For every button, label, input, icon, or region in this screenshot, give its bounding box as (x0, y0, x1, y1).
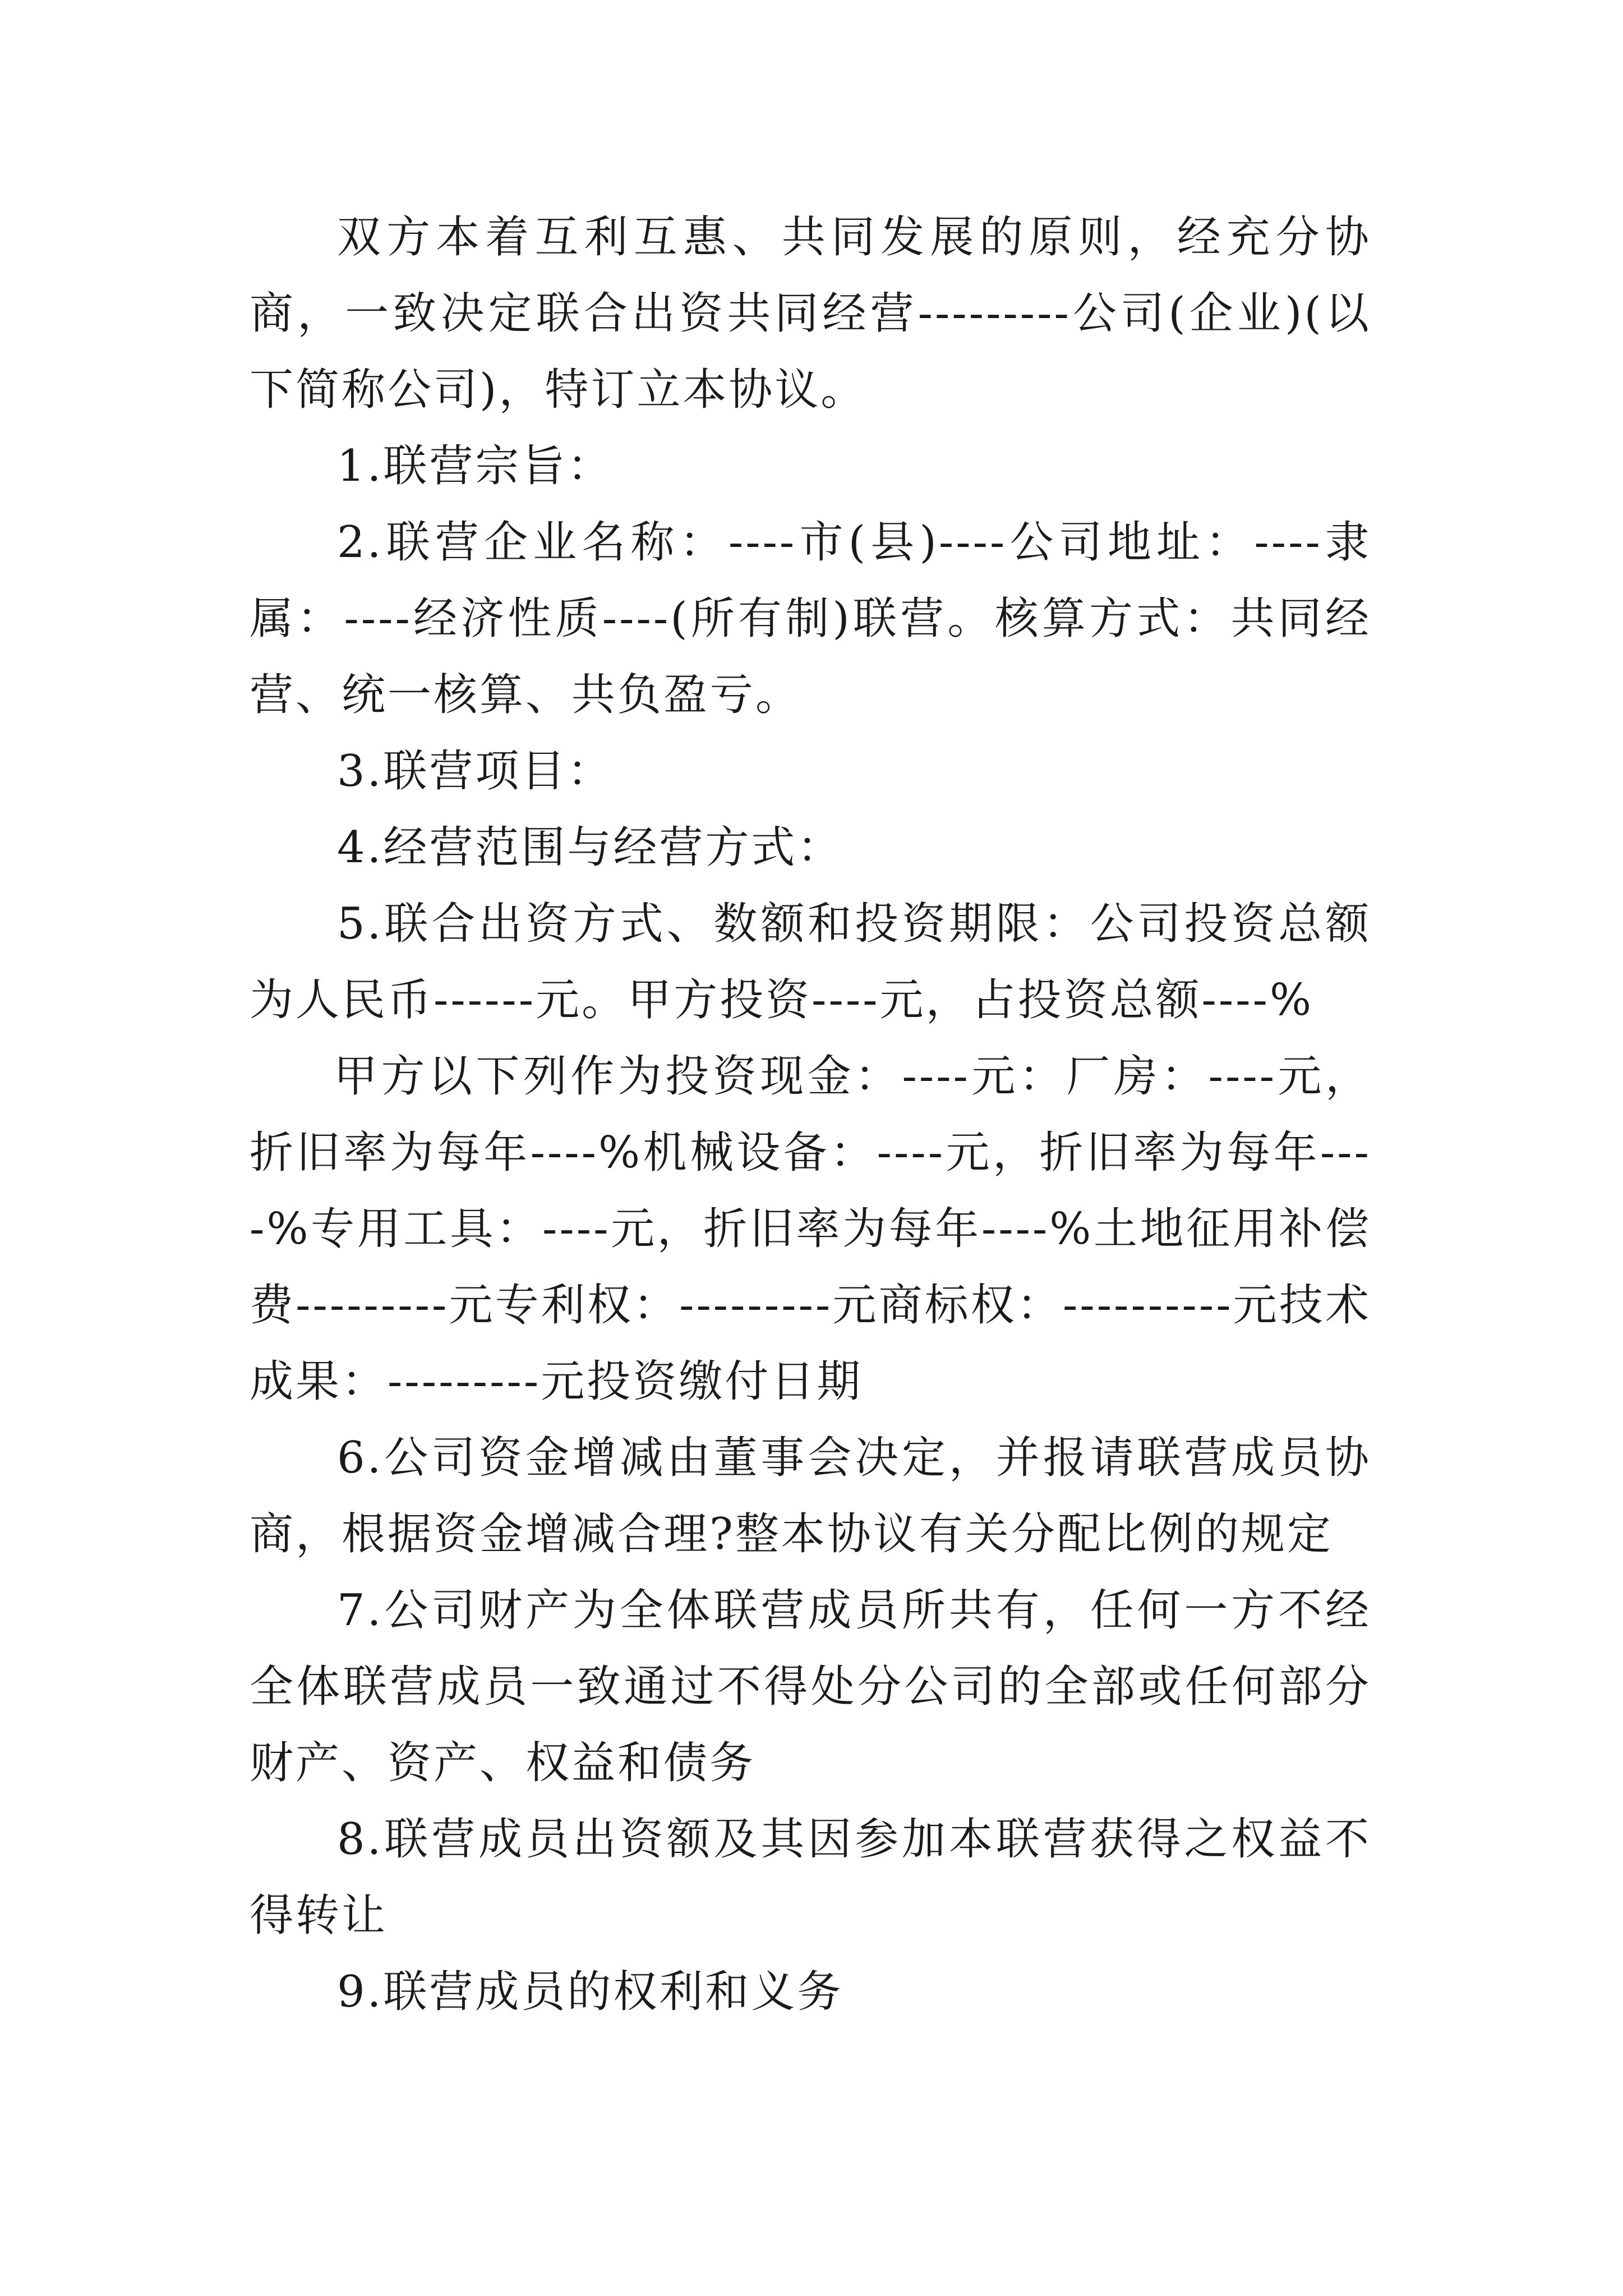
paragraph-item-1: 1.联营宗旨： (337, 441, 614, 491)
paragraph-item-9: 9.联营成员的权利和义务 (337, 1967, 843, 2017)
paragraph-item-4: 4.经营范围与经营方式： (337, 822, 843, 873)
document-body (250, 199, 1371, 2030)
paragraph-investment-details: 甲方以下列作为投资现金：----元：厂房：----元，折旧率为每年----%机械设备：----元，折旧率为每年----%专用工具：----元，折旧率为每年----%土地征用补偿费---------元专利权：---------元商标权：----------元技术成果：---------元投资缴付日期 (250, 1051, 1371, 1407)
paragraph-intro: 双方本着互利互惠、共同发展的原则，经充分协商，一致决定联合出资共同经营---------公司(企业)(以下简称公司)，特订立本协议。 (250, 212, 1371, 415)
paragraph-item-8: 8.联营成员出资额及其因参加本联营获得之权益不得转让 (250, 1814, 1371, 1941)
paragraph-item-2: 2.联营企业名称：----市(县)----公司地址：----隶属：----经济性质----(所有制)联营。核算方式：共同经营、统一核算、共负盈亏。 (250, 517, 1371, 720)
paragraph-item-3: 3.联营项目： (337, 746, 614, 797)
paragraph-item-6: 6.公司资金增减由董事会决定，并报请联营成员协商，根据资金增减合理?整本协议有关分配比例的规定 (250, 1433, 1371, 1559)
paragraph-item-7: 7.公司财产为全体联营成员所共有，任何一方不经全体联营成员一致通过不得处分公司的全部或任何部分财产、资产、权益和债务 (250, 1585, 1371, 1788)
paragraph-item-5: 5.联合出资方式、数额和投资期限：公司投资总额为人民币------元。甲方投资----元，占投资总额----% (250, 899, 1371, 1025)
